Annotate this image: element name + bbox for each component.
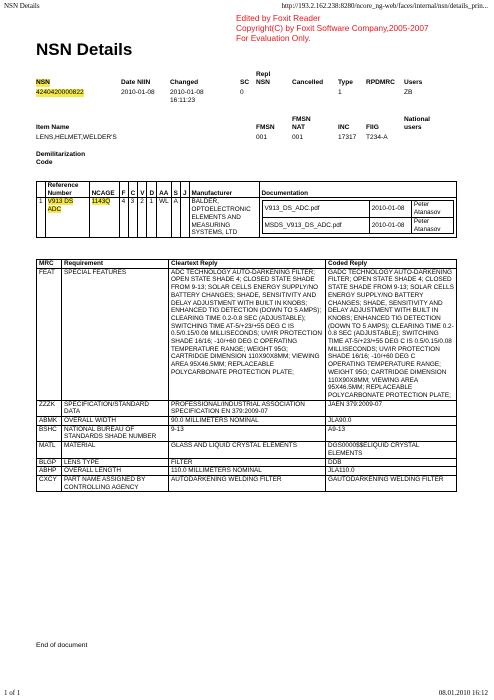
document-row <box>262 201 454 217</box>
mrc-row <box>37 442 457 458</box>
v-cell: 2 <box>138 198 147 238</box>
page-counter: 1 of 1 <box>4 689 21 697</box>
ref-header-line-2: Number <box>47 189 72 197</box>
mrc-cleartext: FILTER <box>169 458 326 467</box>
reference-row <box>37 198 457 238</box>
mrc-coded: JLA90.0 <box>326 417 457 426</box>
demil-label-2: Code <box>36 159 53 166</box>
mrc-coded: JLA110.0 <box>326 467 457 476</box>
browser-header-url: http://193.2.162.238:8280/ncore_ng-web/faces/internal/nsn/details_prin... <box>281 2 488 10</box>
s-cell: A <box>171 198 180 238</box>
manufacturer-cell: BALDER, OPTOELECTRONIC ELEMENTS AND MEASURING SYSTEMS, LTD <box>189 198 259 238</box>
document-link[interactable]: MSDS_V913_DS_ADC.pdf <box>262 217 369 233</box>
c-cell: 3 <box>128 198 138 238</box>
ref-number <box>45 198 89 238</box>
changed-date-value: 2010-01-08 <box>170 89 204 96</box>
mrc-code: BLGP <box>37 458 62 467</box>
mrc-cleartext: 90.0 MILLIMETERS NOMINAL <box>169 417 326 426</box>
fiig-value: T234-A <box>366 134 388 141</box>
mrc-cleartext: 110.0 MILLIMETERS NOMINAL <box>169 467 326 476</box>
mrc-coded: DDB <box>326 458 457 467</box>
watermark-line-2: Copyright(C) by Foxit Software Company,2005-2007 <box>236 23 429 33</box>
repl-nsn-label: NSN <box>256 79 270 86</box>
cleartext-header: Cleartext Reply <box>169 260 326 269</box>
ncage-cell <box>89 198 119 238</box>
nsn-label: NSN <box>36 79 50 86</box>
j-header: J <box>180 182 189 198</box>
mrc-requirement: SPECIAL FEATURES <box>62 268 169 400</box>
mrc-requirement: PART NAME ASSIGNED BY CONTROLLING AGENCY <box>62 475 169 491</box>
foxit-watermark <box>236 13 429 43</box>
fmsn-label: FMSN <box>256 124 275 131</box>
document-author: Peter Atanasov <box>411 217 453 233</box>
national-users-label-2: users <box>404 124 422 131</box>
documentation-header: Documentation <box>259 182 457 198</box>
document-link[interactable]: V913_DS_ADC.pdf <box>262 201 369 217</box>
fmsn-nat-label-1: FMSN <box>292 116 311 123</box>
mrc-coded: GAUTODARKENING WELDING FILTER <box>326 475 457 491</box>
mrc-requirement: SPECIFICATION/STANDARD DATA <box>62 400 169 416</box>
browser-header-title: NSN Details <box>4 2 40 10</box>
fiig-label: FIIG <box>366 124 379 131</box>
demil-label-1: Demilitarization <box>36 151 86 158</box>
mrc-row <box>37 268 457 400</box>
ref-number-header <box>45 182 89 198</box>
item-name-label: Item Name <box>36 124 70 131</box>
document-author: Peter Atanasov <box>411 201 453 217</box>
repl-label: Repl <box>256 71 271 78</box>
ref-number-text: V913 DS ADC <box>47 198 74 214</box>
j-cell <box>180 198 189 238</box>
mrc-requirement: MATERIAL <box>62 442 169 458</box>
inc-label: INC <box>338 124 350 131</box>
mrc-table <box>36 259 457 492</box>
v-header: V <box>138 182 147 198</box>
item-name-value: LENS,HELMET,WELDER'S <box>36 134 117 141</box>
document-date: 2010-01-08 <box>369 201 411 217</box>
sc-label: SC <box>240 79 250 86</box>
watermark-line-1: Edited by Foxit Reader <box>236 13 321 23</box>
type-value: 1 <box>338 89 342 96</box>
fmsn-nat-value: 001 <box>292 134 304 141</box>
mrc-requirement: LENS TYPE <box>62 458 169 467</box>
mrc-code: ZZZK <box>37 400 62 416</box>
cancelled-label: Cancelled <box>292 79 324 86</box>
changed-label: Changed <box>170 79 199 86</box>
fmsn-value: 001 <box>256 134 268 141</box>
mrc-coded: A9-13 <box>326 425 457 441</box>
rpdmrc-label: RPDMRC <box>366 79 395 86</box>
mrc-requirement: OVERALL LENGTH <box>62 467 169 476</box>
f-cell: 4 <box>119 198 128 238</box>
ref-index: 1 <box>37 198 46 238</box>
reference-header-row <box>37 182 457 198</box>
changed-time-value: 16:11:23 <box>170 97 196 104</box>
ncage-header: NCAGE <box>89 182 119 198</box>
mrc-code: CXCY <box>37 475 62 491</box>
mrc-requirement: OVERALL WIDTH <box>62 417 169 426</box>
mrc-requirement: NATIONAL BUREAU OF STANDARDS SHADE NUMBER <box>62 425 169 441</box>
s-header: S <box>171 182 180 198</box>
mrc-cleartext: ADC TECHNOLOGY AUTO-DARKENING FILTER; OPEN STATE SHADE 4; CLOSED STATE SHADE FROM 9-13; SOLAR CELLS ENERGY SUPPLY/NO BATTERY CHANGES; SHADE, SENSITIVITY AND DELAY ADJUSTMENT WITH BUILT IN KNOBS; ENHANCED TIG DETECTION (DOWN TO 5 AMPS); CLEARING TIME 0.2-0.8 SEC (ADJUSTABLE); SWITCHING TIME AT-5/+23/+55 DEG C IS 0.5/0.15/0.08 MILLISECONDS; UV/IR PROTECTION SHADE 16/16; -10/+60 DEG C OPERATING TEMPERATURE RANGE; WEIGHT 95G; CARTRIDGE DIMENSION 110X90X8MM; VIEWING AREA 95X46.5MM; REPLACEABLE POLYCARBONATE PROTECTION PLATE; <box>169 268 326 400</box>
sc-value: 0 <box>240 89 244 96</box>
watermark-line-3: For Evaluation Only. <box>236 33 311 43</box>
mrc-code: ABHP <box>37 467 62 476</box>
reference-table <box>36 181 457 238</box>
mrc-code: MATL <box>37 442 62 458</box>
mrc-row <box>37 467 457 476</box>
mrc-code: FEAT <box>37 268 62 400</box>
mrc-code: ABMK <box>37 417 62 426</box>
d-header: D <box>147 182 157 198</box>
fmsn-nat-label-2: NAT <box>292 124 306 131</box>
mrc-row <box>37 417 457 426</box>
mrc-code: BSHC <box>37 425 62 441</box>
document-row <box>262 217 454 233</box>
documentation-cell <box>259 198 457 238</box>
national-users-label-1: National <box>404 116 431 123</box>
requirement-header: Requirement <box>62 260 169 269</box>
users-label: Users <box>404 79 423 86</box>
ref-index-header <box>37 182 46 198</box>
mrc-row <box>37 400 457 416</box>
documents-table <box>262 200 455 234</box>
print-timestamp: 08.01.2010 16:12 <box>438 689 488 697</box>
mrc-cleartext: 9-13 <box>169 425 326 441</box>
inc-value: 17317 <box>338 134 357 141</box>
document-date: 2010-01-08 <box>369 217 411 233</box>
coded-header: Coded Reply <box>326 260 457 269</box>
mrc-row <box>37 458 457 467</box>
mrc-row <box>37 475 457 491</box>
ref-header-line-1: Reference <box>47 182 79 189</box>
mrc-cleartext: AUTODARKENING WELDING FILTER <box>169 475 326 491</box>
mrc-row <box>37 425 457 441</box>
c-header: C <box>128 182 138 198</box>
aa-header: AA <box>157 182 172 198</box>
mrc-header-row <box>37 260 457 269</box>
type-label: Type <box>338 79 353 86</box>
aa-cell: WL <box>157 198 172 238</box>
mrc-cleartext: PROFESSIONAL/INDUSTRIAL ASSOCIATION SPECIFICATION EN 379:2009-07 <box>169 400 326 416</box>
mrc-header: MRC <box>37 260 62 269</box>
date-niin-value: 2010-01-08 <box>121 89 155 96</box>
end-of-document: End of document <box>36 642 88 649</box>
mrc-coded: GADC TECHNOLOGY AUTO-DARKENING FILTER; OPEN STATE SHADE 4; CLOSED STATE SHADE FROM 9-13; SOLAR CELLS ENERGY SUPPLY/NO BATTERY CHANGES; SHADE, SENSITIVITY AND DELAY ADJUSTMENT WITH BUILT IN KNOBS; ENHANCED TIG DETECTION (DOWN TO 5 AMPS); CLEARING TIME 0.2-0.8 SEC (ADJUSTABLE); SWITCHING TIME AT-5/+23/+55 DEG C IS 0.5/0.15/0.08 MILLISECONDS; UV/IR PROTECTION SHADE 16/16; -10/+60 DEG C OPERATING TEMPERATURE RANGE; WEIGHT 95G; CARTRIDGE DIMENSION 110X90X8MM; VIEWING AREA 95X46.5MM; REPLACEABLE POLYCARBONATE PROTECTION PLATE; <box>326 268 457 400</box>
users-value: ZB <box>404 89 413 96</box>
d-cell: 1 <box>147 198 157 238</box>
manufacturer-header: Manufacturer <box>189 182 259 198</box>
nsn-value: 4240420000822 <box>36 89 84 96</box>
page-title: NSN Details <box>36 40 133 59</box>
mrc-cleartext: GLASS AND LIQUID CRYSTAL ELEMENTS <box>169 442 326 458</box>
f-header: F <box>119 182 128 198</box>
date-niin-label: Date NIIN <box>121 79 151 86</box>
mrc-coded: JAEN 379:2009-07 <box>326 400 457 416</box>
ncage-text: 1143Q <box>91 198 111 206</box>
mrc-coded: DGS0000$$ELIQUID CRYSTAL ELEMENTS <box>326 442 457 458</box>
